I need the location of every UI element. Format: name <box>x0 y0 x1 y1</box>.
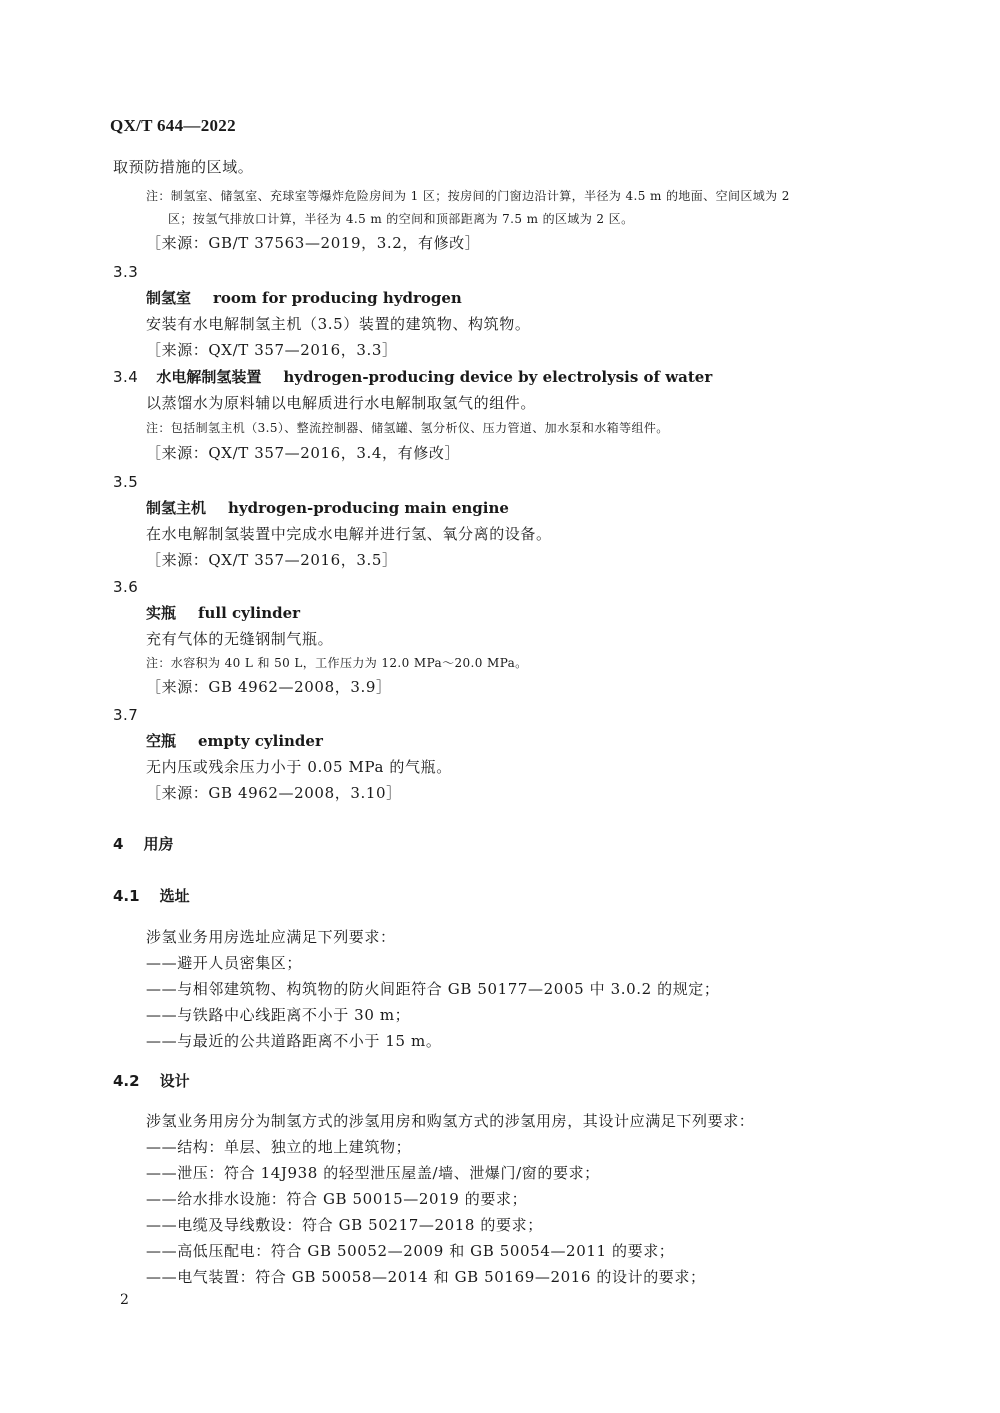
list-item: ——高低压配电：符合 GB 50052—2009 和 GB 50054—2011 的要求； <box>146 1242 675 1260</box>
source-reference: ［来源：GB/T 37563—2019，3.2，有修改］ <box>146 234 481 252</box>
term-zh: 制氢主机 <box>146 499 207 517</box>
term-heading <box>113 370 712 385</box>
subsection-heading <box>113 1074 190 1089</box>
list-item: ——避开人员密集区； <box>146 954 303 972</box>
page-number: 2 <box>120 1292 129 1308</box>
source-reference: ［来源：QX/T 357—2016，3.4，有修改］ <box>146 444 461 462</box>
term-definition: 充有气体的无缝钢制气瓶。 <box>146 630 334 648</box>
term-en: hydrogen-producing device by electrolysis of water <box>283 368 713 386</box>
paragraph-line: 涉氢业务用房选址应满足下列要求： <box>146 928 396 946</box>
term-zh: 制氢室 <box>146 289 192 307</box>
term-en: hydrogen-producing main engine <box>228 499 509 517</box>
term-zh: 空瓶 <box>146 732 177 750</box>
section-number: 4.2 <box>113 1072 140 1090</box>
source-reference: ［来源：QX/T 357—2016，3.3］ <box>146 341 398 359</box>
section-heading <box>113 837 173 852</box>
term-heading <box>146 606 300 621</box>
section-title: 选址 <box>159 887 190 905</box>
note-line: 注：水容积为 40 L 和 50 L，工作压力为 12.0 MPa～20.0 MPa。 <box>146 656 528 670</box>
list-item: ——给水排水设施：符合 GB 50015—2019 的要求； <box>146 1190 528 1208</box>
clause-number: 3.4 <box>113 368 139 386</box>
paragraph-line: 取预防措施的区域。 <box>113 158 254 176</box>
clause-number: 3.3 <box>113 263 139 281</box>
section-number: 4 <box>113 835 124 853</box>
section-title: 设计 <box>159 1072 190 1090</box>
term-definition: 以蒸馏水为原料辅以电解质进行水电解制取氢气的组件。 <box>146 394 537 412</box>
subsection-heading <box>113 889 190 904</box>
list-item: ——结构：单层、独立的地上建筑物； <box>146 1138 412 1156</box>
list-item: ——电缆及导线敷设：符合 GB 50217—2018 的要求； <box>146 1216 543 1234</box>
term-heading <box>146 291 462 306</box>
term-zh: 实瓶 <box>146 604 177 622</box>
clause-number: 3.7 <box>113 706 139 724</box>
source-reference: ［来源：GB 4962—2008，3.9］ <box>146 678 392 696</box>
list-item: ——电气装置：符合 GB 50058—2014 和 GB 50169—2016 的设计的要求； <box>146 1268 706 1286</box>
list-item: ——泄压：符合 14J938 的轻型泄压屋盖/墙、泄爆门/窗的要求； <box>146 1164 600 1182</box>
term-heading <box>146 501 509 516</box>
source-reference: ［来源：QX/T 357—2016，3.5］ <box>146 551 398 569</box>
clause-number: 3.6 <box>113 578 139 596</box>
term-definition: 在水电解制氢装置中完成水电解并进行氢、氧分离的设备。 <box>146 525 552 543</box>
term-heading <box>146 734 323 749</box>
section-number: 4.1 <box>113 887 140 905</box>
note-line: 区；按氢气排放口计算，半径为 4.5 m 的空间和顶部距离为 7.5 m 的区域为 2 区。 <box>168 212 634 226</box>
paragraph-line: 涉氢业务用房分为制氢方式的涉氢用房和购氢方式的涉氢用房，其设计应满足下列要求： <box>146 1112 755 1130</box>
term-zh: 水电解制氢装置 <box>156 368 262 386</box>
source-reference: ［来源：GB 4962—2008，3.10］ <box>146 784 402 802</box>
clause-number: 3.5 <box>113 473 139 491</box>
list-item: ——与最近的公共道路距离不小于 15 m。 <box>146 1032 442 1050</box>
term-en: room for producing hydrogen <box>213 289 462 307</box>
term-en: full cylinder <box>198 604 301 622</box>
term-en: empty cylinder <box>198 732 323 750</box>
document-code-header: QX/T 644—2022 <box>110 116 236 135</box>
note-line: 注：制氢室、储氢室、充球室等爆炸危险房间为 1 区；按房间的门窗边沿计算，半径为 4.5 m 的地面、空间区域为 2 <box>146 189 790 203</box>
section-title: 用房 <box>143 835 174 853</box>
term-definition: 安装有水电解制氢主机（3.5）装置的建筑物、构筑物。 <box>146 315 531 333</box>
list-item: ——与铁路中心线距离不小于 30 m； <box>146 1006 411 1024</box>
term-definition: 无内压或残余压力小于 0.05 MPa 的气瓶。 <box>146 758 452 776</box>
note-line: 注：包括制氢主机（3.5）、整流控制器、储氢罐、氢分析仪、压力管道、加水泵和水箱等组件。 <box>146 421 669 435</box>
list-item: ——与相邻建筑物、构筑物的防火间距符合 GB 50177—2005 中 3.0.2 的规定； <box>146 980 720 998</box>
